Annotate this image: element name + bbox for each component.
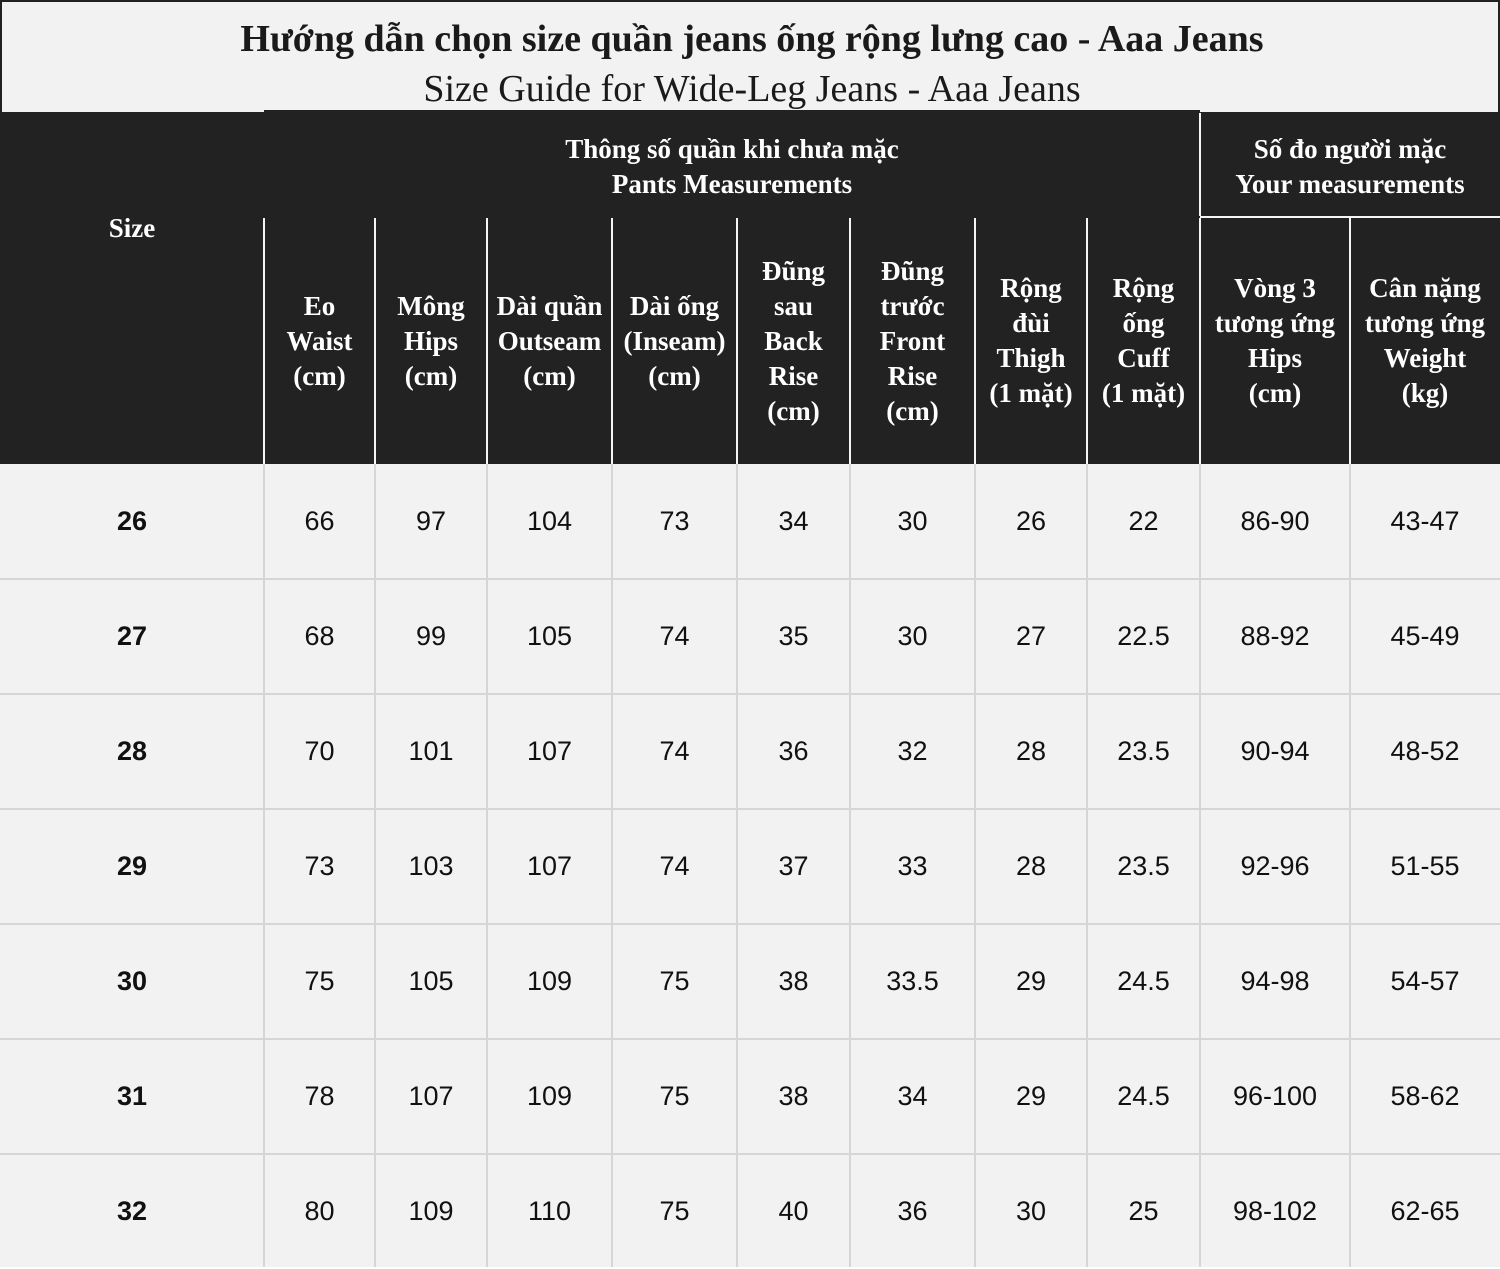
cell-inseam: 73 xyxy=(659,506,690,536)
group-header-body-en: Your measurements xyxy=(1235,169,1465,199)
column-header-line: Eo xyxy=(303,290,336,321)
column-divider xyxy=(263,218,265,464)
column-header-line: Dài ống xyxy=(629,290,720,321)
cell-inseam: 75 xyxy=(659,966,690,996)
cell-back-rise: 37 xyxy=(778,851,809,881)
column-divider xyxy=(486,218,488,464)
cell-cuff: 23.5 xyxy=(1117,736,1170,766)
cell-body-hips: 88-92 xyxy=(1240,621,1310,651)
cell-size: 30 xyxy=(116,966,148,996)
cell-outseam: 109 xyxy=(526,966,573,996)
cell-outseam: 104 xyxy=(526,506,573,536)
cell-outseam: 105 xyxy=(526,621,573,651)
cell-inseam: 74 xyxy=(659,851,690,881)
column-header-line: Front xyxy=(879,325,946,356)
cell-weight: 43-47 xyxy=(1390,506,1460,536)
cell-weight: 48-52 xyxy=(1390,736,1460,766)
cell-outseam: 107 xyxy=(526,851,573,881)
column-header-line: (1 mặt) xyxy=(989,378,1073,408)
cell-body-hips: 98-102 xyxy=(1232,1196,1318,1226)
cell-thigh: 30 xyxy=(1015,1196,1047,1226)
column-header-line: Đũng xyxy=(761,255,826,286)
column-divider xyxy=(849,218,851,464)
column-header-weight xyxy=(1350,218,1500,464)
column-header-line: (kg) xyxy=(1401,378,1449,408)
cell-thigh: 28 xyxy=(1015,851,1047,881)
column-header-line: Thigh xyxy=(996,343,1066,373)
column-header-line: tương ứng xyxy=(1214,308,1336,338)
cell-waist: 80 xyxy=(304,1196,335,1226)
cell-back-rise: 34 xyxy=(778,506,809,536)
cell-inseam: 74 xyxy=(659,736,690,766)
cell-hips: 101 xyxy=(408,736,454,766)
cell-hips: 109 xyxy=(408,1196,454,1226)
cell-waist: 75 xyxy=(304,966,335,996)
column-header-line: (cm) xyxy=(523,360,576,391)
cell-outseam: 109 xyxy=(526,1081,573,1111)
cell-front-rise: 36 xyxy=(897,1196,928,1226)
column-header-line: Hips xyxy=(1247,343,1303,373)
cell-weight: 45-49 xyxy=(1390,621,1460,651)
cell-hips: 99 xyxy=(415,621,447,651)
cell-hips: 97 xyxy=(415,506,447,536)
table-row xyxy=(0,1039,1500,1154)
column-header-size xyxy=(0,53,264,404)
cell-waist: 66 xyxy=(304,506,335,536)
table-row xyxy=(0,809,1500,924)
cell-hips: 103 xyxy=(408,851,454,881)
column-header-front-rise xyxy=(850,218,975,464)
cell-back-rise: 35 xyxy=(778,621,809,651)
cell-front-rise: 30 xyxy=(897,506,928,536)
cell-waist: 68 xyxy=(304,621,335,651)
table-row xyxy=(0,1154,1500,1269)
column-header-line: Vòng 3 xyxy=(1234,273,1316,303)
cell-body-hips: 90-94 xyxy=(1240,736,1310,766)
cell-waist: 78 xyxy=(304,1081,335,1111)
cell-weight: 62-65 xyxy=(1390,1196,1460,1226)
column-header-line: Hips xyxy=(403,325,459,356)
cell-weight: 54-57 xyxy=(1390,966,1460,996)
column-divider xyxy=(736,218,738,464)
column-header-line: Rộng xyxy=(1112,273,1175,303)
cell-cuff: 24.5 xyxy=(1117,1081,1170,1111)
column-header-line: Outseam xyxy=(497,325,602,356)
column-header-line: Weight xyxy=(1383,343,1467,373)
header-top-band xyxy=(264,110,1200,114)
cell-back-rise: 36 xyxy=(778,736,809,766)
cell-waist: 70 xyxy=(304,736,335,766)
column-header-line: Rise xyxy=(887,360,938,391)
cell-front-rise: 32 xyxy=(897,736,928,766)
group-header-body xyxy=(1200,122,1500,212)
column-header-line: đùi xyxy=(1012,308,1050,338)
table-row xyxy=(0,694,1500,809)
cell-cuff: 24.5 xyxy=(1117,966,1170,996)
cell-hips: 107 xyxy=(408,1081,454,1111)
column-header-back-rise xyxy=(737,218,850,464)
group-header-pants-en: Pants Measurements xyxy=(611,169,853,199)
cell-back-rise: 38 xyxy=(778,1081,809,1111)
column-header-line: Cuff xyxy=(1117,343,1170,373)
column-divider xyxy=(611,218,613,464)
column-header-inseam xyxy=(612,218,737,464)
column-header-outseam xyxy=(487,218,612,464)
column-header-line: (cm) xyxy=(293,360,346,391)
cell-size: 29 xyxy=(116,851,148,881)
column-divider xyxy=(1199,218,1201,464)
cell-size: 26 xyxy=(116,506,148,536)
column-header-line: tương ứng xyxy=(1364,308,1486,338)
cell-body-hips: 94-98 xyxy=(1240,966,1310,996)
column-header-line: trước xyxy=(880,290,945,321)
cell-inseam: 74 xyxy=(659,621,690,651)
cell-body-hips: 96-100 xyxy=(1232,1081,1318,1111)
column-header-line: (cm) xyxy=(648,360,701,391)
column-divider xyxy=(1086,218,1088,464)
cell-weight: 51-55 xyxy=(1390,851,1460,881)
cell-front-rise: 33 xyxy=(897,851,928,881)
cell-weight: 58-62 xyxy=(1390,1081,1460,1111)
group-header-pants-vi: Thông số quần khi chưa mặc xyxy=(565,134,899,164)
cell-cuff: 22 xyxy=(1128,506,1159,536)
cell-thigh: 27 xyxy=(1015,621,1047,651)
column-header-line: (cm) xyxy=(767,395,820,426)
cell-waist: 73 xyxy=(304,851,335,881)
cell-front-rise: 34 xyxy=(897,1081,928,1111)
cell-front-rise: 30 xyxy=(897,621,928,651)
cell-body-hips: 92-96 xyxy=(1240,851,1310,881)
group-header-pants xyxy=(264,122,1200,212)
column-header-line: Rộng xyxy=(1000,273,1062,303)
column-divider xyxy=(374,218,376,464)
column-header-line: Dài quần xyxy=(496,290,603,321)
cell-size: 27 xyxy=(116,621,148,651)
cell-size: 28 xyxy=(116,736,148,766)
cell-hips: 105 xyxy=(408,966,454,996)
column-header-line: Mông xyxy=(397,290,465,321)
table-row xyxy=(0,579,1500,694)
cell-thigh: 29 xyxy=(1015,1081,1047,1111)
cell-back-rise: 38 xyxy=(778,966,809,996)
table-row xyxy=(0,464,1500,579)
cell-size: 31 xyxy=(116,1081,148,1111)
header-divider xyxy=(1199,113,1201,216)
column-header-line: Rise xyxy=(768,360,819,391)
cell-outseam: 107 xyxy=(526,736,573,766)
cell-back-rise: 40 xyxy=(778,1196,809,1226)
group-header-body-vi: Số đo người mặc xyxy=(1253,134,1447,164)
column-header-line: Cân nặng xyxy=(1369,273,1481,303)
cell-size: 32 xyxy=(116,1196,148,1226)
cell-thigh: 29 xyxy=(1015,966,1047,996)
column-divider xyxy=(974,218,976,464)
column-header-line: (cm) xyxy=(886,395,939,426)
column-divider xyxy=(1349,218,1351,464)
cell-outseam: 110 xyxy=(527,1196,572,1226)
cell-thigh: 28 xyxy=(1015,736,1047,766)
cell-inseam: 75 xyxy=(659,1196,690,1226)
column-header-thigh xyxy=(975,218,1087,464)
column-header-cuff xyxy=(1087,218,1200,464)
page-title: Hướng dẫn chọn size quần jeans ống rộng lưng cao - Aaa Jeans xyxy=(240,18,1264,60)
cell-cuff: 22.5 xyxy=(1117,621,1170,651)
column-header-line: Back xyxy=(764,325,823,356)
column-header-line: Đũng xyxy=(880,255,945,286)
column-header-line: (cm) xyxy=(1248,378,1302,408)
column-header-line: Size xyxy=(108,213,156,243)
table-row xyxy=(0,924,1500,1039)
column-header-line: (1 mặt) xyxy=(1101,378,1186,408)
cell-body-hips: 86-90 xyxy=(1240,506,1310,536)
column-header-line: (cm) xyxy=(404,360,458,391)
column-header-line: sau xyxy=(773,290,814,321)
cell-thigh: 26 xyxy=(1015,506,1047,536)
column-header-body-hips xyxy=(1200,218,1350,464)
cell-cuff: 23.5 xyxy=(1117,851,1170,881)
cell-front-rise: 33.5 xyxy=(886,966,939,996)
cell-inseam: 75 xyxy=(659,1081,690,1111)
page-subtitle: Size Guide for Wide-Leg Jeans - Aaa Jeans xyxy=(423,68,1081,110)
cell-cuff: 25 xyxy=(1128,1196,1159,1226)
column-header-hips xyxy=(375,218,487,464)
column-header-line: ống xyxy=(1122,308,1165,338)
column-header-line: (Inseam) xyxy=(623,325,726,356)
column-header-line: Waist xyxy=(286,325,353,356)
column-header-waist xyxy=(264,218,375,464)
